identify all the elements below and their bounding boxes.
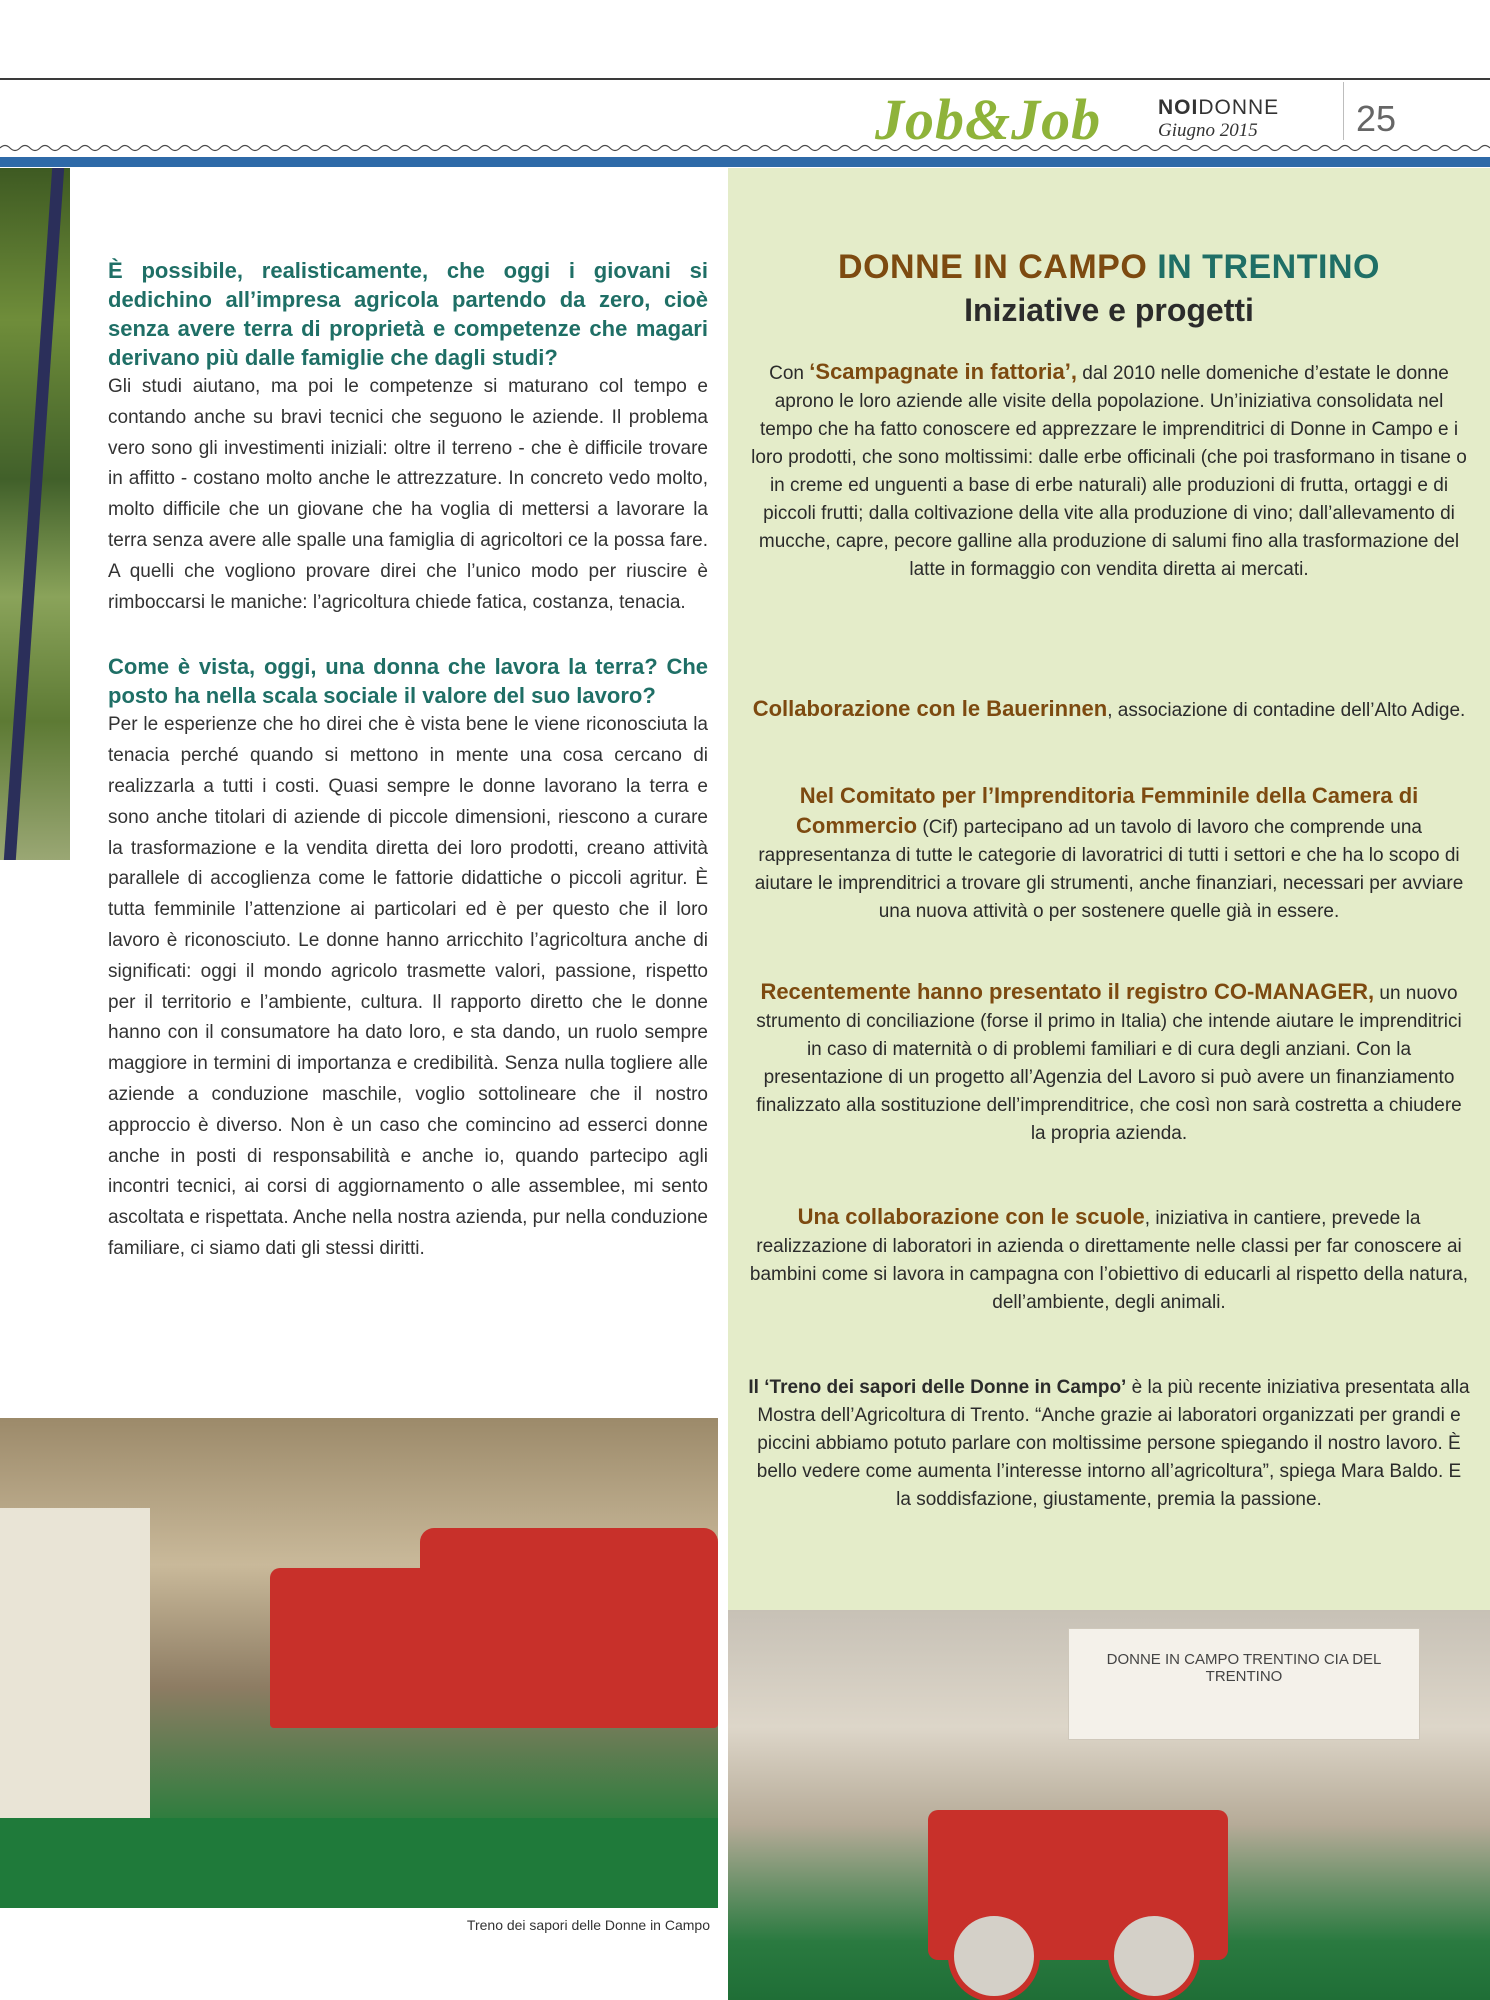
answer-1: Gli studi aiutano, ma poi le competenze si maturano col tempo e contando anche su bravi tecnici che seguono le aziende. Il problema vero sono gli investimenti iniziali: oltre il terreno - che è difficile trovare in affitto - costano molto anche le attrezzature. In concreto vedo molto, molto difficile che un giovane che ha voglia di mettersi a lavorare la terra senza avere alle spalle una famiglia di agricoltori ce la possa fare. A quelli che vogliono provare direi che l’unico modo per riuscire è rimboccarsi le maniche: l’agricoltura chiede fatica, costanza, tenacia. bbox=[108, 376, 708, 613]
box-paragraph-6 bbox=[748, 1374, 1470, 1514]
locomotive-wheel bbox=[948, 1910, 1040, 2000]
photo-caption: Treno dei sapori delle Donne in Campo bbox=[466, 1917, 710, 1933]
stand-photo bbox=[728, 1610, 1490, 2000]
magazine-name-bold: NOI bbox=[1158, 96, 1199, 119]
box-title-part1: DONNE IN CAMPO bbox=[838, 248, 1148, 286]
p1-text: dal 2010 nelle domeniche d’estate le donne aprono le loro aziende alle visite della popolazione. Un’iniziativa consolidata nel tempo che ha fatto conoscere ed apprezzare le imprenditrici di Donne in Campo e i loro prodotti, che sono moltissimi: dalle erbe officinali (che poi trasformano in tisane o in creme ed unguenti a base di erbe naturali) alle produzioni di frutta, ortaggi e di piccoli frutti; dalla coltivazione della vite alla produzione di vino; dall’allevamento di mucche, capre, pecore galline alla produzione di salumi fino alla trasformazione del latte in formaggio con vendita diretta ai mercati. bbox=[751, 363, 1467, 580]
p4-highlight: Recentemente hanno presentato il registro CO-MANAGER, bbox=[760, 979, 1375, 1004]
interview-column bbox=[108, 256, 708, 1265]
answer-2: Per le esperienze che ho direi che è vista bene le viene riconosciuta la tenacia perché quando si mettono in mente una cosa cercano di realizzarla a tutti i costi. Quasi sempre le donne lavorano la terra e sono anche titolari di aziende di piccole dimensioni, riescono a curare la trasformazione e la vendita diretta dei loro prodotti, creano attività parallele di accoglienza come le fattorie didattiche o piccoli agritur. È tutta femminile l’attenzione ai particolari ed è per questo che il loro lavoro è riconosciuto. Le donne hanno arricchito l’agricoltura anche di significati: oggi il mondo agricolo trasmette valori, passione, rispetto per il territorio e l’ambiente, cultura. Il rapporto diretto che le donne hanno con il consumatore ha dato loro, e sta dando, un ruolo sempre maggiore in termini di importanza e credibilità. Senza nulla togliere alle aziende a conduzione maschile, voglio sottolineare che il nostro approccio è diverso. Non è un caso che comincino ad esserci donne anche in posti di responsabilità e anche io, quando partecipo agli incontri tecnici, ai corsi di aggiornamento o alle assemblee, mi sento ascoltata e rispettata. Anche nella nostra azienda, pur nella conduzione familiare, ci siamo dati gli stessi diritti. bbox=[108, 714, 708, 1259]
page-number: 25 bbox=[1356, 98, 1397, 139]
train-wagon bbox=[420, 1528, 718, 1728]
p3-highlight: Nel Comitato per l’Imprenditoria Femminile della Camera di Commercio bbox=[796, 783, 1419, 838]
stand-sign bbox=[1068, 1628, 1420, 1740]
box-paragraph-2 bbox=[748, 695, 1470, 725]
exhibit-wall bbox=[0, 1508, 150, 1868]
wavy-divider bbox=[0, 143, 1490, 153]
p2-text: , associazione di contadine dell’Alto Adige. bbox=[1107, 700, 1466, 721]
question-2: Come è vista, oggi, una donna che lavora la terra? Che posto ha nella scala sociale il valore del suo lavoro? bbox=[108, 654, 708, 709]
p1-prefix: Con bbox=[769, 363, 810, 384]
p1-highlight: ‘Scampagnate in fattoria’, bbox=[809, 359, 1078, 384]
box-title bbox=[728, 248, 1490, 287]
green-floor bbox=[0, 1818, 718, 1908]
p6-text: è la più recente iniziativa presentata alla Mostra dell’Agricoltura di Trento. “Anche grazie ai laboratori organizzati per grandi e piccini abbiamo potuto parlare con moltissime persone spiegando il nostro lavoro. È bello vedere come aumenta l’interesse intorno all’agricoltura”, spiega Mara Baldo. E la soddisfazione, giustamente, premia la passione. bbox=[756, 1377, 1470, 1510]
box-title-part2: IN TRENTINO bbox=[1147, 248, 1380, 286]
header-divider bbox=[1343, 82, 1344, 140]
magazine-name-rest: DONNE bbox=[1198, 96, 1280, 119]
p5-text: , iniziativa in cantiere, prevede la realizzazione di laboratori in azienda o direttamente nelle classi per far conoscere ai bambini come si lavora in campagna con l’obiettivo di educarli al rispetto della natura, dell’ambiente, degli animali. bbox=[749, 1208, 1469, 1313]
tomato-plant-photo bbox=[0, 168, 70, 860]
box-paragraph-3 bbox=[748, 782, 1470, 926]
locomotive-wheel bbox=[1108, 1910, 1200, 2000]
box-paragraph-5 bbox=[748, 1203, 1470, 1317]
box-subtitle: Iniziative e progetti bbox=[964, 292, 1254, 328]
box-paragraph-1 bbox=[748, 358, 1470, 584]
blue-rule bbox=[0, 157, 1490, 167]
p2-highlight: Collaborazione con le Bauerinnen bbox=[752, 696, 1108, 721]
p5-highlight: Una collaborazione con le scuole bbox=[797, 1204, 1145, 1229]
p3-text: (Cif) partecipano ad un tavolo di lavoro che comprende una rappresentanza di tutte le categorie di lavoratrici di tutti i settori e che ha lo scopo di aiutare le imprenditrici a trovare gli strumenti, anche finanziari, necessari per avviare una nuova attività o per sostenere quelle già in essere. bbox=[754, 817, 1464, 922]
section-title: Job&Job bbox=[875, 87, 1102, 152]
p4-text: un nuovo strumento di conciliazione (forse il primo in Italia) che intende aiutare le imprenditrici in caso di maternità o di problemi familiari e di cura degli anziani. Con la presentazione di un progetto all’Agenzia del Lavoro si può avere un finanziamento finalizzato alla sostituzione dell’imprenditrice, che così non sarà costretta a chiudere la propria azienda. bbox=[756, 983, 1462, 1144]
top-rule bbox=[0, 78, 1490, 80]
p6-highlight: Il ‘Treno dei sapori delle Donne in Campo’ bbox=[748, 1377, 1127, 1398]
train-wagon-small bbox=[270, 1568, 440, 1728]
train-exhibit-photo bbox=[0, 1418, 718, 1908]
magazine-name bbox=[1158, 96, 1279, 120]
stand-sign-text: DONNE IN CAMPO TRENTINO CIA DEL TRENTINO bbox=[1106, 1651, 1382, 1685]
plant-stake bbox=[4, 168, 64, 860]
issue-date: Giugno 2015 bbox=[1158, 120, 1258, 141]
question-1: È possibile, realisticamente, che oggi i giovani si dedichino all’impresa agricola partendo da zero, cioè senza avere terra di proprietà e competenze che magari derivano più dalle famiglie che dagli studi? bbox=[108, 258, 708, 370]
box-paragraph-4 bbox=[748, 978, 1470, 1148]
